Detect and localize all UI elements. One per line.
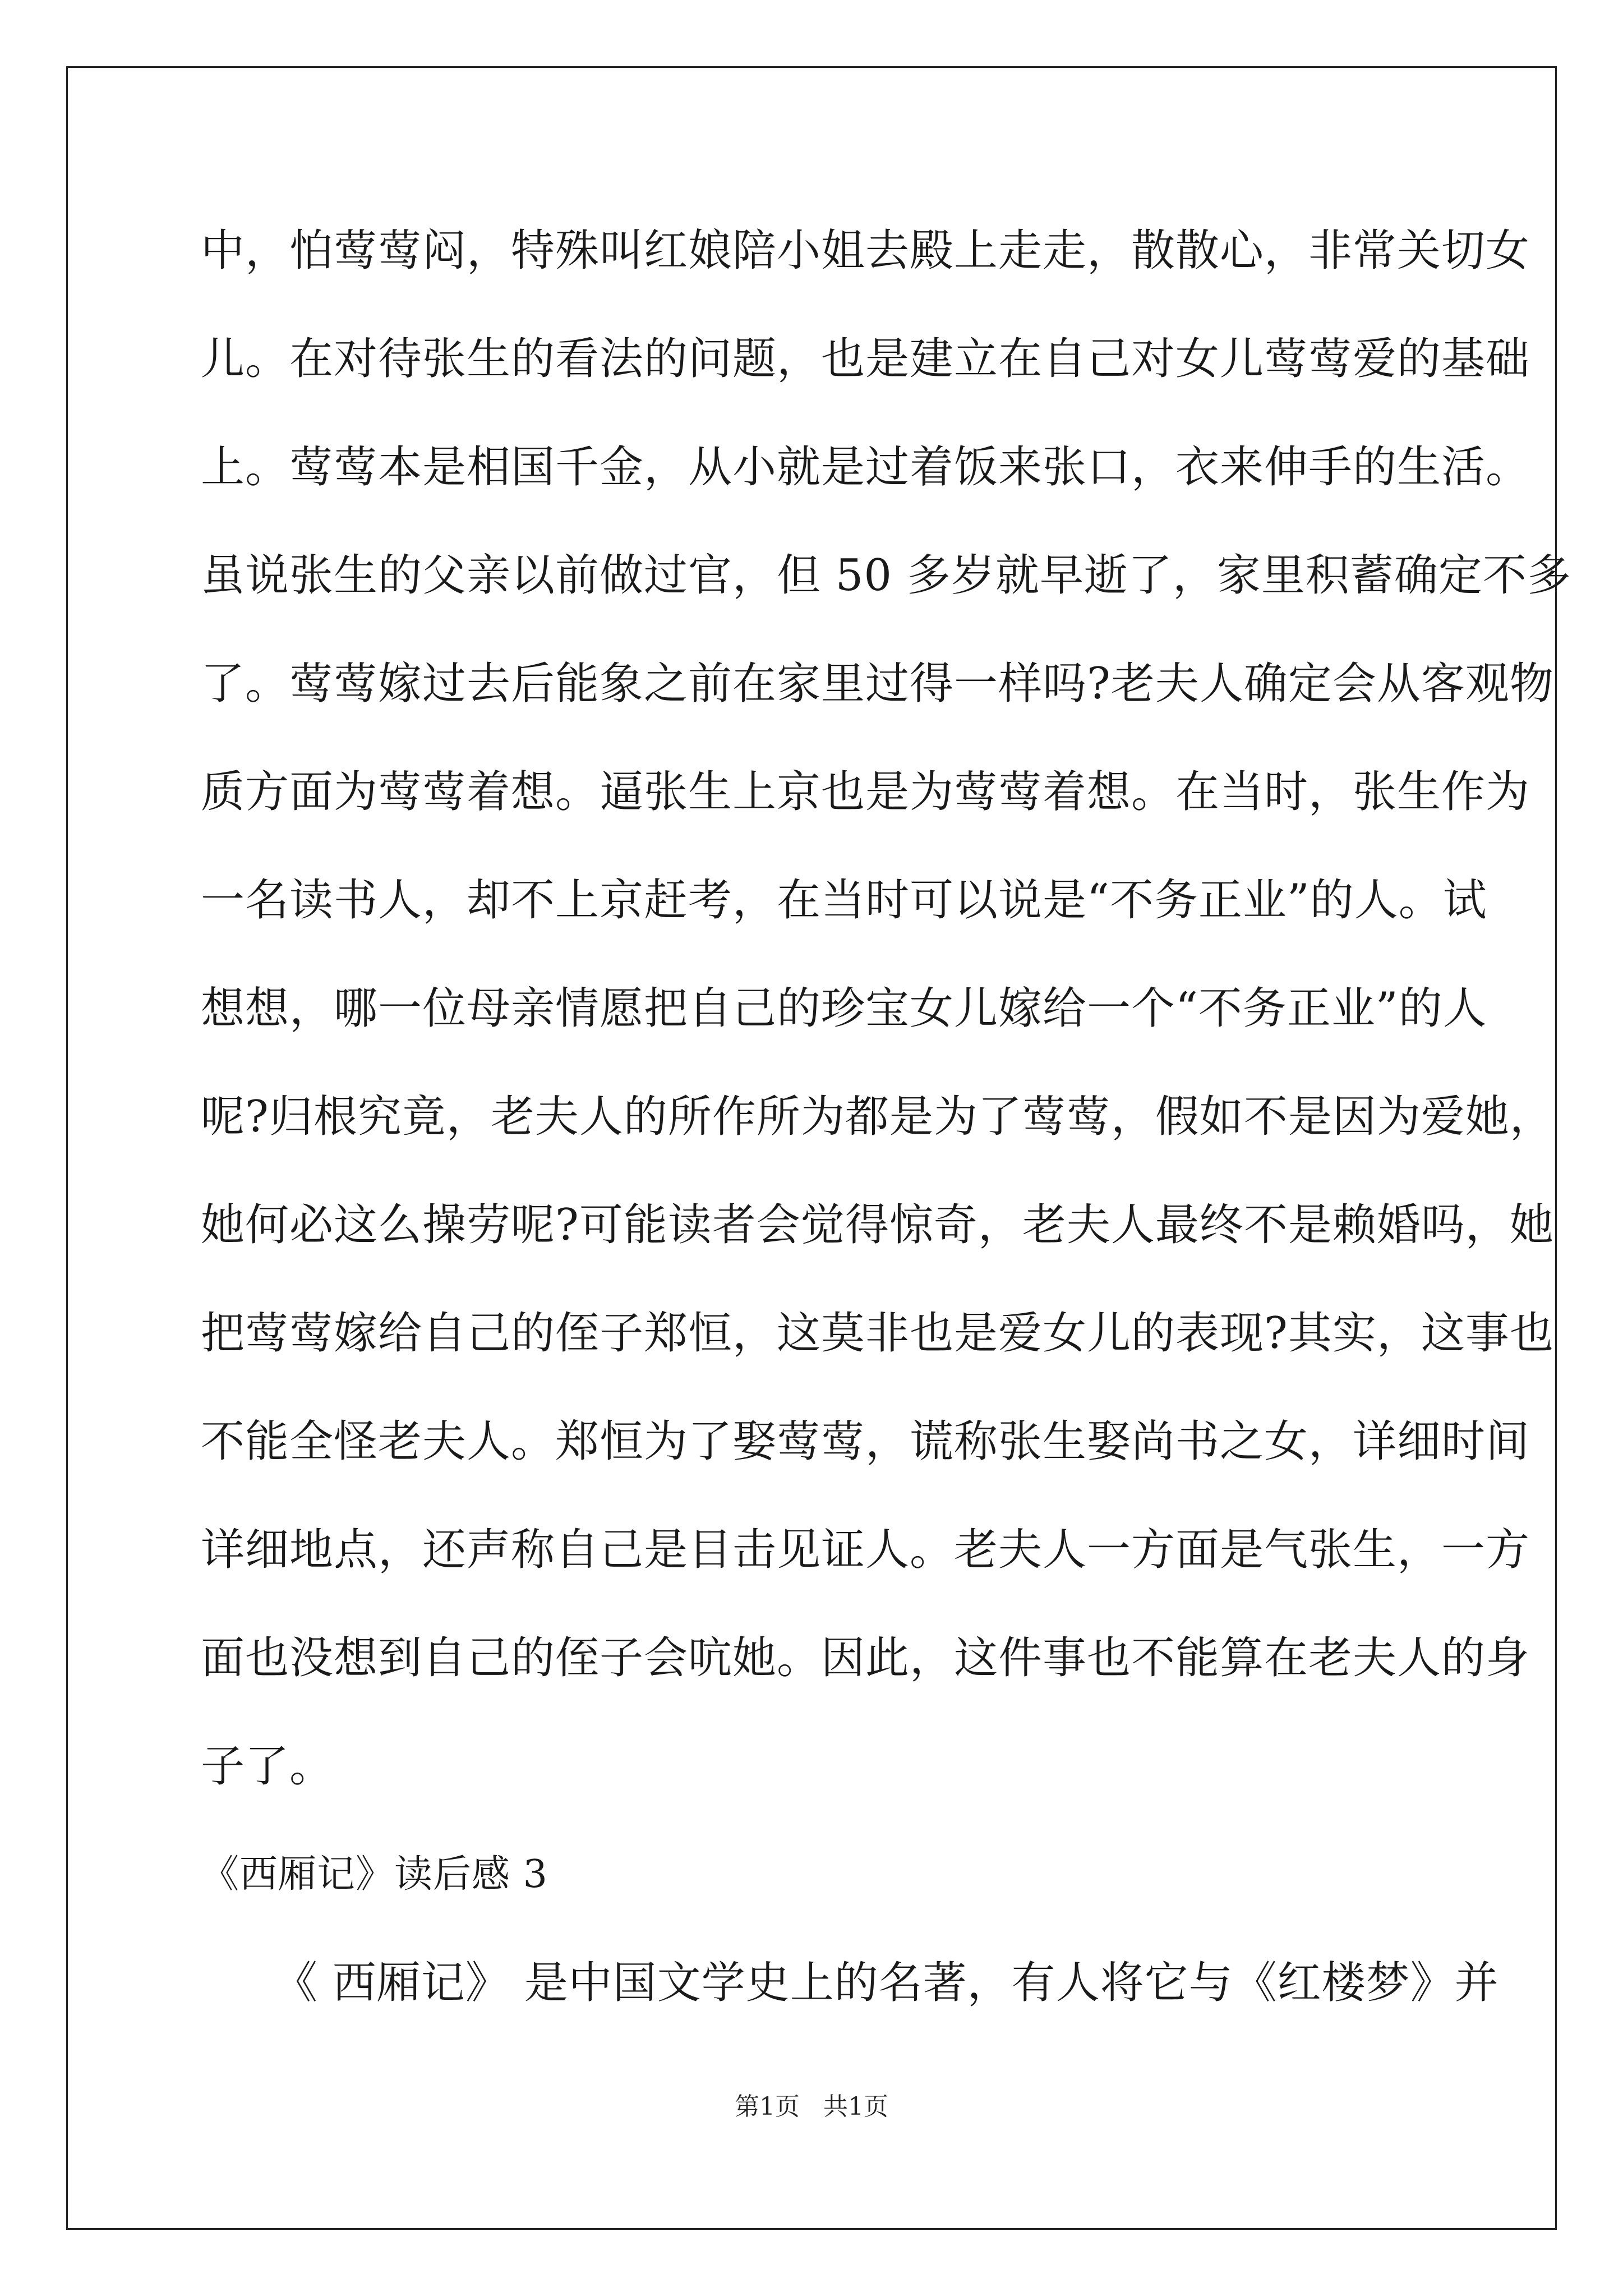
paragraph-first-line: 《 西厢记》 是中国文学史上的名著，有人将它与《红楼梦》并 [274, 1958, 1499, 2008]
text-line-last: 子了。 [201, 1741, 334, 1792]
page-footer: 第1页 共1页 [735, 2092, 888, 2121]
text-line: 想想，哪一位母亲情愿把自己的珍宝女儿嫁给一个“不务正业”的人 [201, 983, 1487, 1034]
text-line: 一名读书人，却不上京赶考，在当时可以说是“不务正业”的人。试 [201, 875, 1487, 926]
text-line: 呢?归根究竟，老夫人的所作所为都是为了莺莺，假如不是因为爱她， [201, 1092, 1554, 1142]
text-line: 面也没想到自己的侄子会吭她。因此，这件事也不能算在老夫人的身 [201, 1633, 1530, 1683]
text-line: 她何必这么操劳呢?可能读者会觉得惊奇，老夫人最终不是赖婚吗，她 [201, 1200, 1554, 1250]
text-line: 把莺莺嫁给自己的侄子郑恒，这莫非也是爱女儿的表现?其实，这事也 [201, 1308, 1554, 1359]
text-line: 中，怕莺莺闷，特殊叫红娘陪小姐去殿上走走，散散心，非常关切女 [201, 226, 1530, 276]
text-line: 儿。在对待张生的看法的问题，也是建立在自己对女儿莺莺爱的基础 [201, 334, 1530, 384]
text-line: 虽说张生的父亲以前做过官，但 50 多岁就早逝了，家里积蓄确定不多 [201, 550, 1571, 601]
text-line: 不能全怪老夫人。郑恒为了娶莺莺，谎称张生娶尚书之女，详细时间 [201, 1416, 1530, 1467]
section-heading: 《西厢记》读后感 3 [201, 1852, 548, 1897]
text-line: 了。莺莺嫁过去后能象之前在家里过得一样吗?老夫人确定会从客观物 [201, 659, 1554, 709]
text-line: 质方面为莺莺着想。逼张生上京也是为莺莺着想。在当时，张生作为 [201, 767, 1530, 817]
text-line: 上。莺莺本是相国千金，从小就是过着饭来张口，衣来伸手的生活。 [201, 442, 1530, 493]
document-body [201, 223, 1571, 2064]
text-line: 详细地点，还声称自己是目击见证人。老夫人一方面是气张生，一方 [201, 1525, 1530, 1575]
